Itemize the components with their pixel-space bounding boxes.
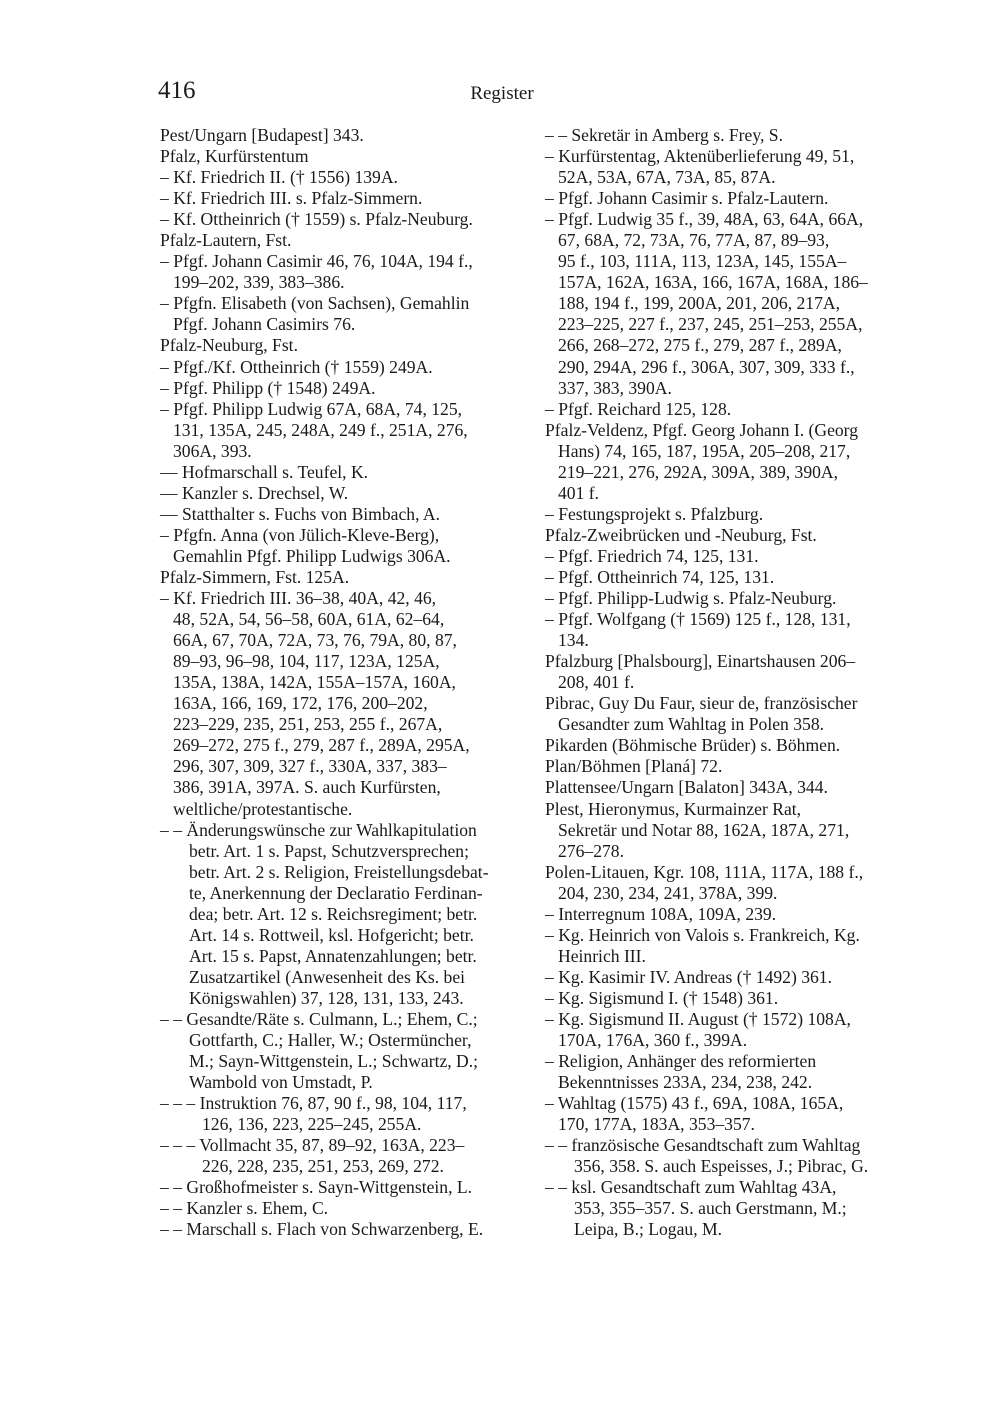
index-entry-continuation: 48, 52A, 54, 56–58, 60A, 61A, 62–64,: [173, 609, 445, 630]
index-entry: – – französische Gesandtschaft zum Wahltag: [545, 1135, 861, 1156]
index-entry-continuation: 219–221, 276, 292A, 309A, 389, 390A,: [558, 461, 839, 482]
index-entry: – Pfgf. Wolfgang († 1569) 125 f., 128, 131,: [545, 609, 851, 630]
index-entry: – – Gesandte/Räte s. Culmann, L.; Ehem, C.;: [160, 1008, 478, 1029]
index-entry-continuation: weltliche/protestantische.: [173, 798, 353, 819]
index-entry: Pibrac, Guy Du Faur, sieur de, französischer: [545, 693, 858, 714]
index-entry: – – Sekretär in Amberg s. Frey, S.: [545, 125, 783, 145]
index-entry: – Wahltag (1575) 43 f., 69A, 108A, 165A,: [545, 1093, 844, 1114]
index-entry-continuation: 223–225, 227 f., 237, 245, 251–253, 255A,: [558, 314, 863, 335]
index-entry-continuation: Heinrich III.: [558, 945, 646, 966]
index-entry: – Kg. Heinrich von Valois s. Frankreich, Kg.: [545, 924, 860, 945]
index-entry-continuation: 199–202, 339, 383–386.: [173, 272, 345, 293]
index-entry: – Kg. Sigismund I. († 1548) 361.: [545, 987, 779, 1008]
index-entry-continuation: 226, 228, 235, 251, 253, 269, 272.: [202, 1156, 444, 1177]
index-entry: – Pfgf. Philipp († 1548) 249A.: [160, 377, 376, 398]
index-entry-continuation: 269–272, 275 f., 279, 287 f., 289A, 295A,: [173, 735, 470, 756]
index-entry: – Festungsprojekt s. Pfalzburg.: [545, 503, 764, 524]
index-entry: – – Änderungswünsche zur Wahlkapitulation: [160, 819, 477, 840]
index-entry-continuation: 266, 268–272, 275 f., 279, 287 f., 289A,: [558, 335, 842, 356]
index-entry-continuation: 204, 230, 234, 241, 378A, 399.: [558, 882, 778, 903]
index-entry-continuation: 223–229, 235, 251, 253, 255 f., 267A,: [173, 714, 443, 735]
index-entry-continuation: 276–278.: [558, 840, 624, 861]
page-number: 416: [158, 77, 196, 104]
index-entry: Pfalzburg [Phalsbourg], Einartshausen 206–: [545, 651, 856, 672]
index-entry-continuation: 306A, 393.: [173, 440, 252, 461]
index-entry-continuation: betr. Art. 1 s. Papst, Schutzversprechen;: [189, 840, 469, 861]
index-entry: – Pfgf. Philipp Ludwig 67A, 68A, 74, 125,: [160, 398, 463, 419]
index-entry-continuation: Gottfarth, C.; Haller, W.; Ostermüncher,: [189, 1030, 472, 1051]
index-entry-continuation: Königswahlen) 37, 128, 131, 133, 243.: [189, 987, 464, 1008]
index-column-right: [545, 125, 917, 1240]
index-entry-continuation: 67, 68A, 72, 73A, 76, 77A, 87, 89–93,: [558, 230, 830, 251]
index-entry-continuation: 95 f., 103, 111A, 113, 123A, 145, 155A–: [558, 251, 847, 272]
index-entry: Pfalz-Neuburg, Fst.: [160, 335, 298, 356]
index-entry-continuation: 337, 383, 390A.: [558, 377, 672, 398]
index-entry-continuation: M.; Sayn-Wittgenstein, L.; Schwartz, D.;: [189, 1051, 479, 1072]
index-entry: Pikarden (Böhmische Brüder) s. Böhmen.: [545, 735, 841, 756]
index-entry-continuation: 386, 391A, 397A. S. auch Kurfürsten,: [173, 777, 441, 798]
index-entry-continuation: betr. Art. 2 s. Religion, Freistellungsdebat-: [189, 861, 489, 882]
index-entry: Pfalz-Simmern, Fst. 125A.: [160, 566, 350, 587]
index-entry-continuation: 66A, 67, 70A, 72A, 73, 76, 79A, 80, 87,: [173, 630, 457, 651]
index-entry-continuation: 188, 194 f., 199, 200A, 201, 206, 217A,: [558, 293, 840, 314]
index-entry: – Pfgf. Ludwig 35 f., 39, 48A, 63, 64A, 66A,: [545, 209, 864, 230]
index-entry: Plest, Hieronymus, Kurmainzer Rat,: [545, 798, 802, 819]
index-entry: – – Kanzler s. Ehem, C.: [160, 1198, 329, 1219]
index-entry: – Pfgf. Johann Casimir 46, 76, 104A, 194 f.,: [160, 251, 473, 272]
index-entry: Plan/Böhmen [Planá] 72.: [545, 756, 723, 777]
index-entry: – Pfgf. Friedrich 74, 125, 131.: [545, 545, 759, 566]
index-entry-continuation: 135A, 138A, 142A, 155A–157A, 160A,: [173, 672, 456, 693]
index-entry-continuation: Bekenntnisses 233A, 234, 238, 242.: [558, 1072, 813, 1093]
index-entry: – – ksl. Gesandtschaft zum Wahltag 43A,: [545, 1177, 837, 1198]
index-entry: – Pfgfn. Anna (von Jülich-Kleve-Berg),: [160, 524, 440, 545]
index-entry: – Pfgfn. Elisabeth (von Sachsen), Gemahlin: [160, 293, 470, 314]
index-entry: – Pfgf. Ottheinrich 74, 125, 131.: [545, 566, 775, 587]
index-entry-continuation: 208, 401 f.: [558, 672, 635, 693]
index-entry: — Statthalter s. Fuchs von Bimbach, A.: [160, 503, 441, 524]
index-entry: – Kurfürstentag, Aktenüberlieferung 49, 51,: [545, 146, 855, 167]
index-entry: – – Marschall s. Flach von Schwarzenberg, E.: [160, 1219, 484, 1240]
index-entry-continuation: 163A, 166, 169, 172, 176, 200–202,: [173, 693, 428, 714]
index-entry-continuation: 89–93, 96–98, 104, 117, 123A, 125A,: [173, 651, 440, 672]
index-entry-continuation: 296, 307, 309, 327 f., 330A, 337, 383–: [173, 756, 447, 777]
index-entry: – Pfgf./Kf. Ottheinrich († 1559) 249A.: [160, 356, 433, 377]
index-entry: Pfalz, Kurfürstentum: [160, 146, 309, 167]
index-entry-continuation: dea; betr. Art. 12 s. Reichsregiment; betr.: [189, 903, 478, 924]
index-entry-continuation: Art. 15 s. Papst, Annatenzahlungen; betr.: [189, 945, 477, 966]
index-entry: Pfalz-Veldenz, Pfgf. Georg Johann I. (Georg: [545, 419, 859, 440]
index-entry-continuation: Pfgf. Johann Casimirs 76.: [173, 314, 356, 335]
index-entry-continuation: Zusatzartikel (Anwesenheit des Ks. bei: [189, 966, 466, 987]
index-entry-continuation: Gesandter zum Wahltag in Polen 358.: [558, 714, 825, 735]
index-entry: – Interregnum 108A, 109A, 239.: [545, 903, 777, 924]
index-entry: Polen-Litauen, Kgr. 108, 111A, 117A, 188 f.,: [545, 861, 864, 882]
index-entry-continuation: Gemahlin Pfgf. Philipp Ludwigs 306A.: [173, 545, 451, 566]
index-entry: – Kf. Friedrich III. s. Pfalz-Simmern.: [160, 188, 423, 209]
index-entry: – Pfgf. Philipp-Ludwig s. Pfalz-Neuburg.: [545, 588, 837, 609]
index-entry: — Kanzler s. Drechsel, W.: [160, 482, 349, 503]
index-entry: — Hofmarschall s. Teufel, K.: [160, 461, 369, 482]
index-entry-continuation: 170, 177A, 183A, 353–357.: [558, 1114, 755, 1135]
index-entry-continuation: 401 f.: [558, 482, 600, 503]
index-entry: – Pfgf. Johann Casimir s. Pfalz-Lautern.: [545, 188, 829, 209]
index-entry: – – Großhofmeister s. Sayn-Wittgenstein, L.: [160, 1177, 473, 1198]
index-entry: – Kf. Friedrich II. († 1556) 139A.: [160, 167, 398, 188]
index-entry-continuation: 290, 294A, 296 f., 306A, 307, 309, 333 f.,: [558, 356, 855, 377]
index-entry: – Kf. Ottheinrich († 1559) s. Pfalz-Neuburg.: [160, 209, 473, 230]
index-entry: – – – Vollmacht 35, 87, 89–92, 163A, 223–: [160, 1135, 465, 1156]
index-entry-continuation: Art. 14 s. Rottweil, ksl. Hofgericht; betr.: [189, 924, 474, 945]
index-entry: – Religion, Anhänger des reformierten: [545, 1051, 817, 1072]
index-entry-continuation: 170A, 176A, 360 f., 399A.: [558, 1030, 748, 1051]
index-entry-continuation: Wambold von Umstadt, P.: [189, 1072, 373, 1093]
index-entry-continuation: 157A, 162A, 163A, 166, 167A, 168A, 186–: [558, 272, 868, 293]
index-entry: – Kg. Kasimir IV. Andreas († 1492) 361.: [545, 966, 833, 987]
index-entry: Pfalz-Lautern, Fst.: [160, 230, 292, 251]
index-entry-continuation: Sekretär und Notar 88, 162A, 187A, 271,: [558, 819, 850, 840]
index-entry: Plattensee/Ungarn [Balaton] 343A, 344.: [545, 777, 828, 798]
index-entry-continuation: 126, 136, 223, 225–245, 255A.: [202, 1114, 422, 1135]
index-entry-continuation: 52A, 53A, 67A, 73A, 85, 87A.: [558, 167, 776, 188]
index-entry: Pest/Ungarn [Budapest] 343.: [160, 125, 364, 145]
index-entry-continuation: Hans) 74, 165, 187, 195A, 205–208, 217,: [558, 440, 851, 461]
index-entry: – – – Instruktion 76, 87, 90 f., 98, 104, 117,: [160, 1093, 467, 1114]
index-entry-continuation: 353, 355–357. S. auch Gerstmann, M.;: [574, 1198, 847, 1219]
index-entry-continuation: 131, 135A, 245, 248A, 249 f., 251A, 276,: [173, 419, 468, 440]
index-entry: – Pfgf. Reichard 125, 128.: [545, 398, 732, 419]
index-entry-continuation: te, Anerkennung der Declaratio Ferdinan-: [189, 882, 483, 903]
index-entry: Pfalz-Zweibrücken und -Neuburg, Fst.: [545, 524, 817, 545]
index-entry-continuation: Leipa, B.; Logau, M.: [574, 1219, 723, 1240]
index-entry-continuation: 356, 358. S. auch Espeisses, J.; Pibrac, G.: [574, 1156, 869, 1177]
running-title: Register: [470, 83, 534, 104]
index-column-left: [160, 125, 530, 1240]
index-entry: – Kf. Friedrich III. 36–38, 40A, 42, 46,: [160, 588, 437, 609]
index-entry-continuation: 134.: [558, 630, 589, 651]
index-entry: – Kg. Sigismund II. August († 1572) 108A,: [545, 1008, 851, 1029]
